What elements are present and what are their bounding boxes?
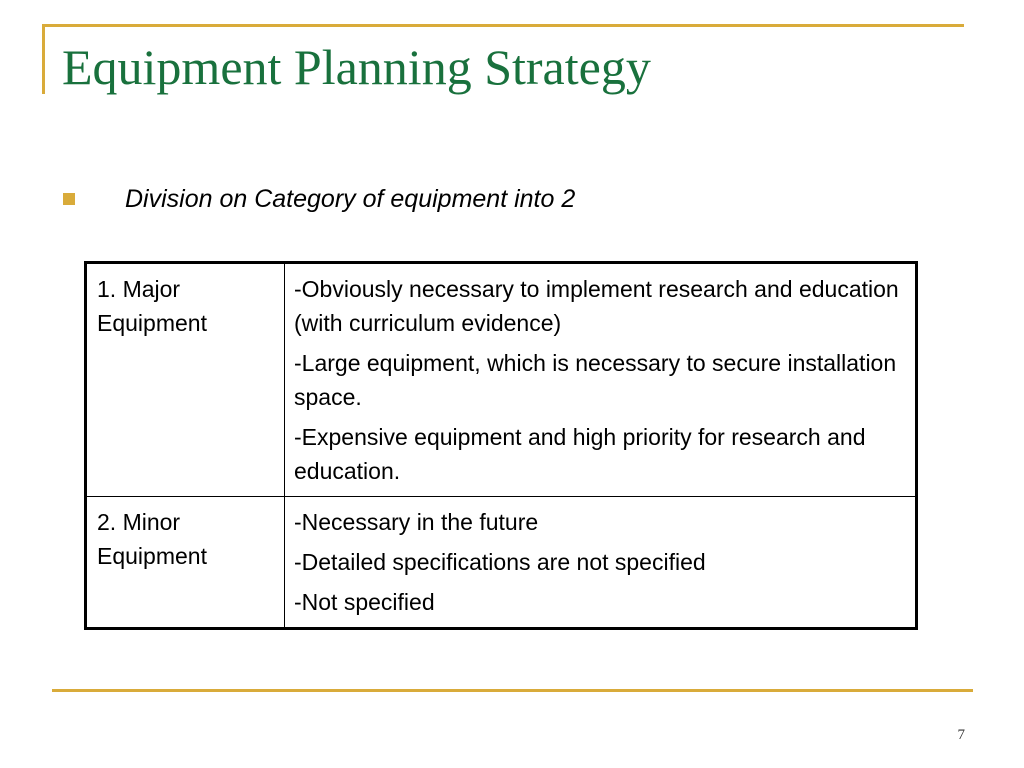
equipment-category-table — [84, 261, 918, 630]
category-label-line: Equipment — [97, 543, 207, 569]
description-cell — [285, 497, 917, 629]
table-row — [86, 497, 917, 629]
description-item: -Large equipment, which is necessary to secure installation space. — [294, 350, 897, 410]
bullet-text: Division on Category of equipment into 2 — [125, 184, 576, 213]
category-label-line: 2. Minor — [97, 509, 181, 535]
bullet-item — [60, 182, 575, 216]
description-cell — [285, 263, 917, 497]
left-frame-rule — [42, 24, 45, 94]
bottom-rule — [52, 689, 973, 692]
page-number: 7 — [957, 727, 965, 743]
category-label-line: 1. Major — [97, 276, 181, 302]
description-item: -Detailed specifications are not specified — [294, 549, 706, 575]
description-item: -Necessary in the future — [294, 509, 539, 535]
category-cell — [86, 263, 285, 497]
description-item: -Obviously necessary to implement research and education (with curriculum evidence) — [294, 276, 899, 336]
description-item: -Not specified — [294, 589, 435, 615]
description-item: -Expensive equipment and high priority for research and education. — [294, 424, 866, 484]
category-cell — [86, 497, 285, 629]
table-row — [86, 263, 917, 497]
category-label-line: Equipment — [97, 310, 207, 336]
slide-title: Equipment Planning Strategy — [62, 39, 651, 95]
top-frame-rule — [42, 24, 964, 27]
square-bullet-icon — [63, 193, 75, 205]
